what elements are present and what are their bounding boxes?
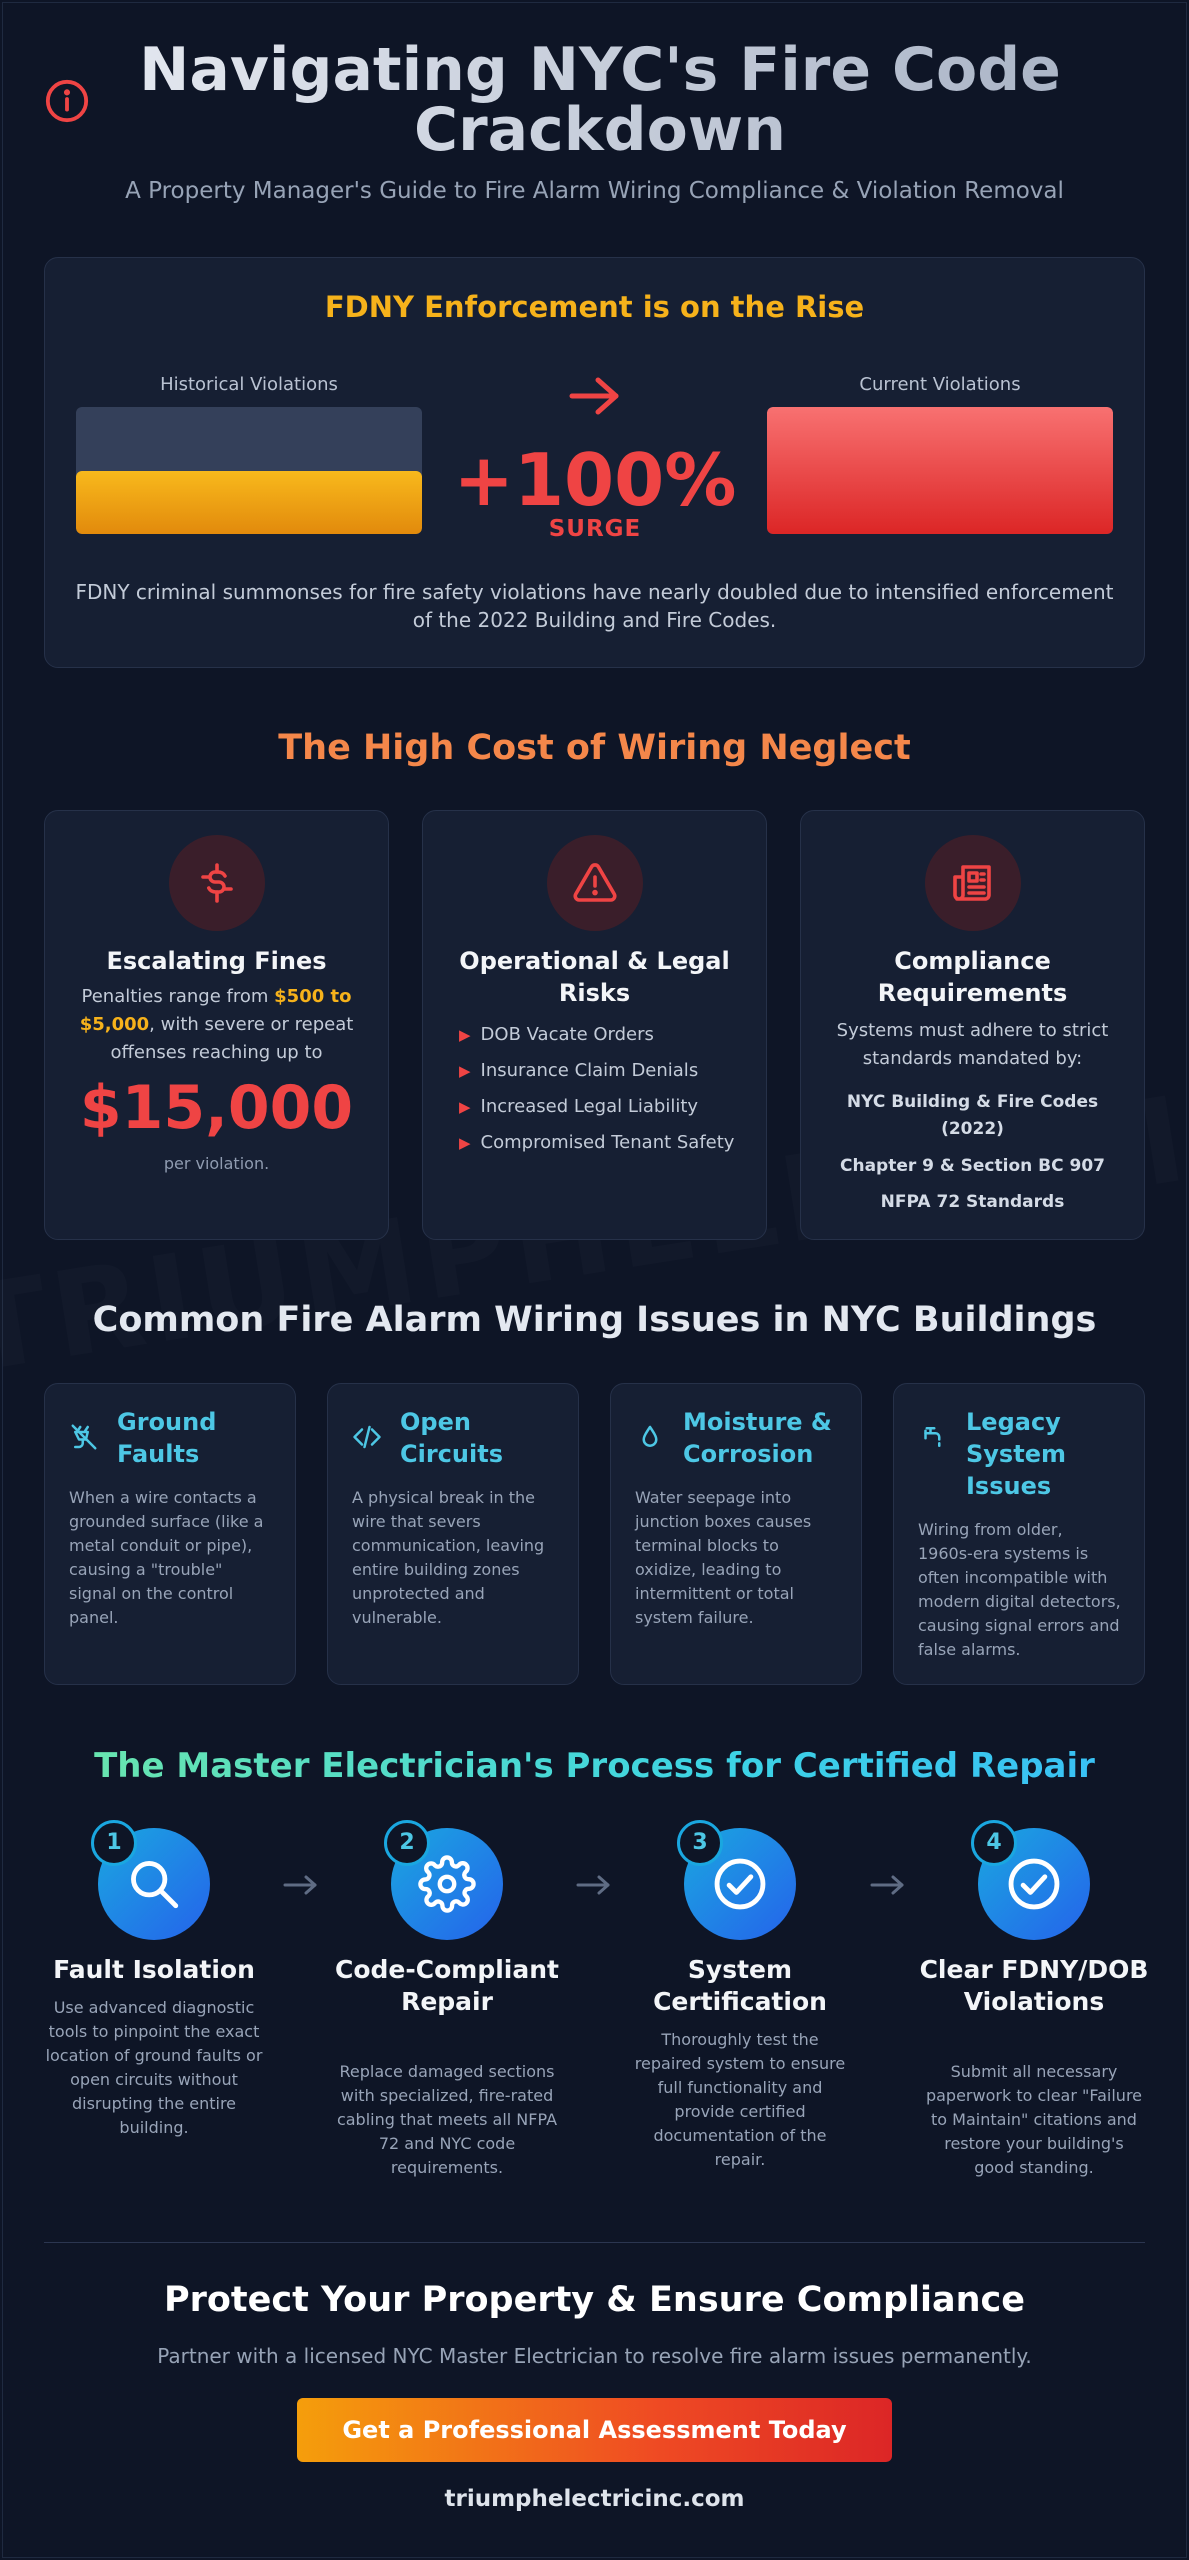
newspaper-icon <box>949 859 997 907</box>
issue-card-moisture <box>610 1383 862 1685</box>
issue-description: A physical break in the wire that severs communication, leaving entire building zones unprotected and vulnerable. <box>352 1488 545 1627</box>
fines-icon-badge <box>169 835 265 931</box>
step-1-title: Fault Isolation <box>53 1955 255 1984</box>
list-item: ▶ Insurance Claim Denials <box>459 1060 699 1081</box>
issue-description: When a wire contacts a grounded surface (like a metal conduit or pipe), causing a "trouble" signal on the control panel. <box>69 1488 264 1627</box>
cost-heading: The High Cost of Wiring Neglect <box>278 728 911 768</box>
issue-title: Moisture & Corrosion <box>683 1408 832 1468</box>
enforcement-title: FDNY Enforcement is on the Rise <box>324 290 865 324</box>
cta-subtitle: Partner with a licensed NYC Master Electrician to resolve fire alarm issues permanently. <box>157 2344 1032 2368</box>
website-link[interactable]: triumphelectricinc.com <box>444 2486 745 2512</box>
fines-per: per violation. <box>163 1154 270 1173</box>
current-bar-fill <box>767 407 1113 534</box>
fines-card <box>44 810 389 1240</box>
fines-text-after: , with severe or repeat offenses reaching up to <box>110 1014 354 1063</box>
compliance-item: NFPA 72 Standards <box>880 1192 1065 1212</box>
step-arrow-icon <box>281 1872 321 1898</box>
faucet-icon <box>918 1422 948 1452</box>
arrow-right-icon <box>568 372 622 420</box>
fines-range: $500 to $5,000 <box>79 986 352 1035</box>
compliance-item: NYC Building & Fire Codes (2022) <box>846 1092 1099 1139</box>
warning-triangle-icon <box>571 859 619 907</box>
current-bar <box>767 407 1113 534</box>
triangle-bullet-icon: ▶ <box>459 1134 471 1152</box>
surge-label: SURGE <box>548 516 642 542</box>
compliance-title: Compliance Requirements <box>877 947 1068 1007</box>
current-label: Current Violations <box>859 374 1021 395</box>
plug-off-icon <box>69 1422 99 1452</box>
risks-card <box>422 810 767 1240</box>
risks-list <box>459 1017 746 1161</box>
step-2-description: Replace damaged sections with specialized, fire-rated cabling that meets all NFPA 72 and NYC code requirements. <box>336 2062 558 2177</box>
alert-circle-icon <box>44 78 90 124</box>
assessment-button[interactable]: Get a Professional Assessment Today <box>297 2398 892 2462</box>
fines-text <box>75 983 358 1067</box>
fines-text-before: Penalties range from <box>81 986 275 1007</box>
fines-max-amount: $15,000 <box>79 1073 354 1143</box>
gear-icon <box>418 1855 476 1913</box>
triangle-bullet-icon: ▶ <box>459 1026 471 1044</box>
historical-bar-fill <box>76 471 422 535</box>
fines-title: Escalating Fines <box>106 947 327 975</box>
check-circle-icon <box>711 1855 769 1913</box>
step-4-description: Submit all necessary paperwork to clear "Failure to Maintain" citations and restore your building's good standing. <box>925 2062 1143 2177</box>
page-title: Navigating NYC's Fire Code Crackdown <box>120 40 1080 160</box>
issue-card-legacy <box>893 1383 1145 1685</box>
issue-card-open-circuits <box>327 1383 579 1685</box>
money-sign-icon <box>193 859 241 907</box>
droplet-icon <box>635 1422 665 1452</box>
issue-title: Open Circuits <box>400 1408 503 1468</box>
historical-bar <box>76 407 422 534</box>
step-arrow-icon <box>574 1872 614 1898</box>
cta-heading: Protect Your Property & Ensure Compliance <box>163 2280 1026 2320</box>
issue-title: Legacy System Issues <box>966 1408 1066 1500</box>
magnifier-icon <box>125 1855 183 1913</box>
list-item: ▶ DOB Vacate Orders <box>459 1024 654 1045</box>
code-brackets-icon <box>352 1422 382 1452</box>
step-4-title: Clear FDNY/DOB Violations <box>919 1955 1149 2016</box>
surge-value: +100% <box>453 438 737 522</box>
step-2-title: Code-Compliant Repair <box>335 1955 559 2016</box>
issue-card-ground-faults <box>44 1383 296 1685</box>
step-3-description: Thoroughly test the repaired system to ensure full functionality and provide certified documentation of the repair. <box>634 2030 846 2169</box>
list-item: ▶ Increased Legal Liability <box>459 1096 699 1117</box>
step-3-title: System Certification <box>653 1955 827 2016</box>
list-item: ▶ Compromised Tenant Safety <box>459 1132 735 1153</box>
triangle-bullet-icon: ▶ <box>459 1098 471 1116</box>
compliance-icon-badge <box>925 835 1021 931</box>
issue-title: Ground Faults <box>117 1408 217 1468</box>
page-subtitle: A Property Manager's Guide to Fire Alarm Wiring Compliance & Violation Removal <box>125 178 1064 204</box>
step-2-number: 2 <box>384 1820 430 1866</box>
check-circle-icon <box>1005 1855 1063 1913</box>
issues-heading: Common Fire Alarm Wiring Issues in NYC Buildings <box>92 1300 1097 1340</box>
issue-description: Wiring from older, 1960s-era systems is often incompatible with modern digital detectors, causing signal errors and false alarms. <box>918 1520 1121 1659</box>
compliance-item: Chapter 9 & Section BC 907 <box>839 1156 1105 1176</box>
process-heading: The Master Electrician's Process for Certified Repair <box>0 1746 1189 1786</box>
step-1-description: Use advanced diagnostic tools to pinpoint the exact location of ground faults or open circuits without disrupting the entire building. <box>45 1998 263 2137</box>
compliance-intro: Systems must adhere to strict standards mandated by: <box>836 1020 1109 1069</box>
historical-label: Historical Violations <box>160 374 338 395</box>
triangle-bullet-icon: ▶ <box>459 1062 471 1080</box>
step-4-number: 4 <box>971 1820 1017 1866</box>
risks-title: Operational & Legal Risks <box>459 947 730 1007</box>
enforcement-description: FDNY criminal summonses for fire safety violations have nearly doubled due to intensified enforcement of the 2022 Building and Fire Codes. <box>75 580 1114 632</box>
section-divider <box>44 2242 1145 2243</box>
step-arrow-icon <box>868 1872 908 1898</box>
risks-icon-badge <box>547 835 643 931</box>
compliance-card <box>800 810 1145 1240</box>
step-3-number: 3 <box>677 1820 723 1866</box>
step-1-number: 1 <box>91 1820 137 1866</box>
issue-description: Water seepage into junction boxes causes terminal blocks to oxidize, leading to intermittent or total system failure. <box>635 1488 812 1627</box>
